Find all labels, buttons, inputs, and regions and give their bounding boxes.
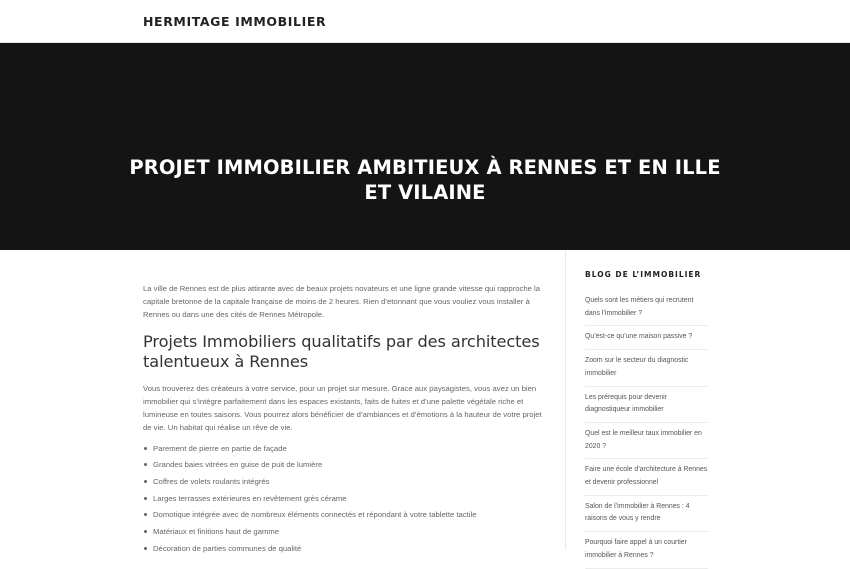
blog-post-item — [585, 350, 708, 386]
feature-text: Parement de pierre en partie de façade — [153, 443, 287, 453]
site-logo-link[interactable]: HERMITAGE IMMOBILIER — [143, 14, 327, 29]
blog-post-link[interactable]: Qu’est-ce qu’une maison passive ? — [585, 333, 693, 341]
feature-list — [143, 441, 543, 558]
intro-paragraph: La ville de Rennes est de plus attirante avec de beaux projets novateurs et une ligne grande vitesse qui rapproche la capitale bretonne de la capitale française de moins de 2 heures. Rien d’etonnant que vous vouliez vous installer à Rennes ou dans une des cités de Rennes Métropole. — [143, 284, 541, 319]
blog-post-link[interactable]: Quels sont les métiers qui recrutent dans l’immobilier ? — [585, 297, 694, 317]
bullet-icon — [144, 447, 147, 450]
feature-item — [143, 441, 543, 458]
feature-text: Grandes baies vitrées en guise de puit de lumière — [153, 460, 323, 470]
blog-post-item — [585, 290, 708, 326]
feature-text: Larges terrasses extérieures en revêtement grès cérame — [153, 493, 347, 503]
blog-post-link[interactable]: Salon de l’immobilier à Rennes : 4 raisons de vous y rendre — [585, 502, 690, 523]
feature-text: Domotique intégrée avec de nombreux éléments connectés et répondant à votre tablette tactile — [153, 510, 477, 520]
article-content — [143, 283, 543, 558]
blog-post-item — [585, 387, 708, 423]
blog-post-link[interactable]: Les prérequis pour devenir diagnostiqueur immobilier — [585, 393, 667, 414]
feature-item — [143, 474, 543, 491]
hero-banner — [0, 43, 850, 250]
blog-post-item — [585, 326, 708, 350]
blog-post-link[interactable]: Zoom sur le secteur du diagnostic immobilier — [585, 357, 689, 377]
feature-item — [143, 524, 543, 541]
bullet-icon — [144, 463, 147, 466]
feature-text: Matériaux et finitions haut de gamme — [153, 527, 280, 537]
bullet-icon — [144, 480, 147, 483]
bullet-icon — [144, 513, 147, 516]
feature-text: Coffres de volets roulants intégrés — [153, 476, 270, 486]
blog-post-link[interactable]: Faire une école d’architecture à Rennes et devenir professionnel — [585, 466, 708, 487]
page-title: PROJET IMMOBILIER AMBITIEUX À RENNES ET EN ILLE ET VILAINE — [129, 156, 721, 204]
blog-post-link[interactable]: Pourquoi faire appel à un courtier immobilier à Rennes ? — [585, 539, 687, 559]
feature-item — [143, 491, 543, 508]
bullet-icon — [144, 547, 147, 550]
feature-item — [143, 457, 543, 474]
section-heading: Projets Immobiliers qualitatifs par des architectes talentueux à Rennes — [143, 332, 540, 372]
blog-post-item — [585, 423, 708, 459]
bullet-icon — [144, 497, 147, 500]
blog-post-link[interactable]: Quel est le meilleur taux immobilier en 2020 ? — [585, 429, 702, 450]
bullet-icon — [144, 530, 147, 533]
blog-post-item — [585, 496, 708, 532]
feature-text: Décoration de parties communes de qualité — [153, 543, 302, 553]
blog-sidebar — [585, 270, 708, 569]
feature-item — [143, 541, 543, 558]
site-header — [0, 0, 850, 43]
sidebar-divider — [565, 250, 566, 550]
blog-post-list — [585, 290, 708, 569]
blog-post-item — [585, 459, 708, 495]
feature-item — [143, 507, 543, 524]
blog-post-item — [585, 532, 708, 568]
body-paragraph: Vous trouverez des créateurs à votre service, pour un projet sur mesure. Grace aux paysagistes, vous avez un bien immobilier qui s’intègre parfaitement dans les espaces existants, faits de fuites et d’une palette végétale riche et lumineuse en toutes saisons. Vous pourrez alors bénéficier de d’ambiances et d’émotions à la hauteur de votre projet de vie. Un habitat qui réalise un rêve de vie. — [143, 384, 542, 432]
sidebar-title: BLOG DE L’IMMOBILIER — [585, 270, 702, 279]
